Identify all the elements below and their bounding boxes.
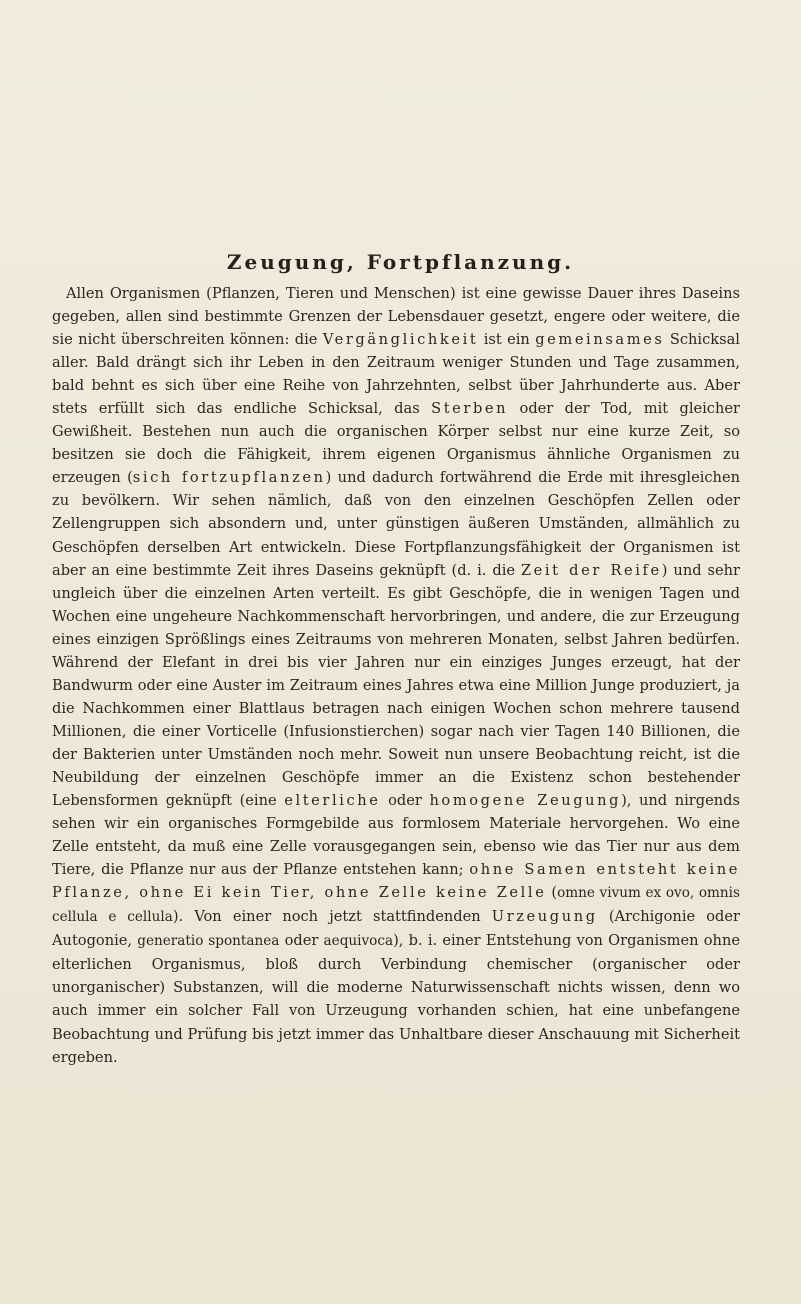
emphasis-fortpflanzen: sich fortzupflanzen — [132, 469, 326, 487]
text-run: Schicksal aller. Bald drängt sich ihr Leben in den Zeitraum weniger Stunden und Tage zusammen, bald behnt es sich über eine Reihe von Jahrzehnten, selbst über Jahrhunderte aus. Aber stets erfüllt sich das endliche Schicksal, das — [52, 331, 740, 418]
text-run: oder — [380, 792, 430, 810]
emphasis-vergaenglichkeit: Vergänglichkeit — [322, 331, 479, 349]
emphasis-urzeugung: Urzeugung — [491, 908, 598, 926]
emphasis-sterben: Sterben — [431, 400, 509, 418]
text-run: Allen Organismen (Pflanzen, Tieren und Menschen) ist eine gewisse Dauer ihres Daseins gegeben, allen sind bestimmte Grenzen der Lebensdauer gesetzt, engere oder weitere, die sie nicht überschreiten können: die — [52, 285, 740, 349]
text-run: ( — [546, 884, 558, 902]
emphasis-zeit-der-reife: Zeit der Reife — [520, 561, 662, 579]
latin-phrase-generatio: generatio spontanea — [137, 933, 280, 950]
text-run: ), und nirgends sehen wir ein organisches Formgebilde aus formlosem Materiale hervorgehen. Wo eine Zelle entsteht, da muß eine Zelle vorausgegangen sein, ebenso wie das Tier nur aus dem Tiere, die Pflanze nur aus der Pflanze entstehen kann; — [52, 792, 740, 879]
text-run: ist ein — [478, 331, 536, 349]
text-run: oder der Tod, mit gleicher Gewißheit. Bestehen nun auch die organischen Körper selbst nur eine kurze Zeit, so besitzen sie doch die Fähigkeit, ihrem eigenen Organismus ähnliche Organismen zu erzeugen ( — [52, 400, 740, 487]
emphasis-gemeinsames: gemeinsames — [535, 331, 665, 349]
text-run: ) und sehr ungleich über die einzelnen Arten verteilt. Es gibt Geschöpfe, die in wenigen Tagen und Wochen eine ungeheure Nachkommenschaft hervorbringen, und andere, die zur Erzeugung eines einzigen Sprößlings eines Zeitraums von mehreren Monaten, selbst Jahren bedürfen. Während der Elefant in drei bis vier Jahren nur ein einziges Junges erzeugt, hat der Bandwurm oder eine Auster im Zeitraum eines Jahres etwa eine Million Junge produziert, ja die Nachkommen einer Blattlaus betragen nach einigen Wochen schon mehrere tausend Millionen, die einer Vorticelle (Infusionstierchen) sogar nach vier Tagen 140 Billionen, die der Bakterien unter Umständen noch mehr. Soweit nun unsere Beobachtung reicht, ist die Neubildung der einzelnen Geschöpfe immer an die Existenz schon bestehender Lebensformen geknüpft (eine — [52, 561, 740, 810]
latin-phrase-aequivoca: aequivoca — [323, 933, 394, 950]
body-paragraph — [52, 282, 740, 1069]
text-run: ). Von einer noch jetzt stattfindenden — [172, 908, 492, 926]
text-run: oder — [279, 932, 324, 950]
emphasis-elterliche: elterliche — [284, 792, 381, 810]
text-run: (Archigonie oder Autogonie, — [52, 908, 741, 950]
section-heading: Zeugung, Fortpflanzung. — [226, 250, 575, 274]
text-run: ) und dadurch fortwährend die Erde mit ihresgleichen zu bevölkern. Wir sehen nämlich, daß von den einzelnen Geschöpfen Zellen oder Zellengruppen sich absondern und, unter günstigen äußeren Umständen, allmählich zu Geschöpfen derselben Art entwickeln. Diese Fortpflanzungsfähigkeit der Organismen ist aber an eine bestimmte Zeit ihres Daseins geknüpft (d. i. die — [52, 469, 740, 579]
latin-phrase-omne-vivum: omne vivum ex ovo, omnis cellula e cellula — [52, 885, 740, 926]
emphasis-ohne-samen: ohne Samen entsteht keine Pflanze, ohne Ei kein Tier, ohne Zelle keine Zelle — [52, 861, 741, 902]
emphasis-homogene-zeugung: homogene Zeugung — [429, 792, 622, 810]
text-run: ), b. i. einer Entstehung von Organismen ohne elterlichen Organismus, bloß durch Verbindung chemischer (organischer oder unorganischer) Substanzen, will die moderne Naturwissenschaft nichts wissen, denn wo auch immer ein solcher Fall von Urzeugung vorhanden schien, hat eine unbefangene Beobachtung und Prüfung bis jetzt immer das Unhaltbare dieser Anschauung mit Sicherheit ergeben. — [52, 932, 740, 1066]
